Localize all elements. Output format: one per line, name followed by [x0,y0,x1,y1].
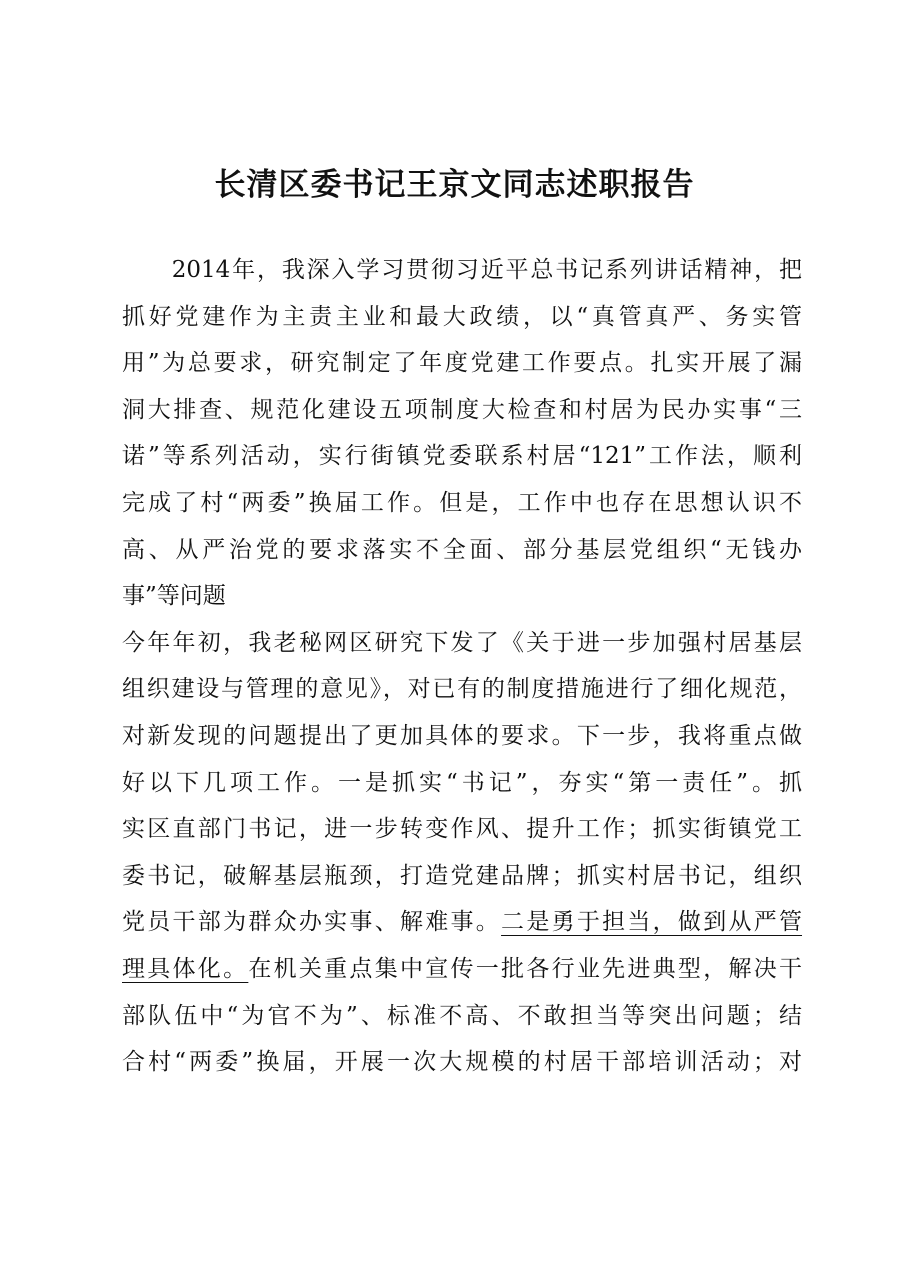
document-body [122,247,802,1086]
paragraph1-line: 事”等问题 [122,583,226,610]
paragraph1-line: 洞大排查、规范化建设五项制度大检查和村居为民办实事“三 [122,396,802,423]
paragraph1-line: 高、从严治党的要求落实不全面、部分基层党组织“无钱办 [122,536,802,563]
paragraph2-line: 对新发现的问题提出了更加具体的要求。下一步，我将重点做 [122,722,802,749]
paragraph1-line: 抓好党建作为主责主业和最大政绩，以“真管真严、务实管 [122,303,802,330]
underlined-text: 二是勇于担当，做到从严管 [501,909,803,936]
paragraph2-line: 部队伍中“为官不为”、标准不高、不敢担当等突出问题；结 [122,1002,802,1029]
paragraph1-line: 2014年，我深入学习贯彻习近平总书记系列讲话精神，把 [122,257,802,283]
paragraph1-line: 诺”等系列活动，实行街镇党委联系村居“121”工作法，顺利 [122,443,802,470]
paragraph2-line: 实区直部门书记，进一步转变作风、提升工作；抓实街镇党工 [122,816,802,843]
plain-text: 党员干部为群众办实事、解难事。 [122,909,502,936]
paragraph2-line: 委书记，破解基层瓶颈，打造党建品牌；抓实村居书记，组织 [122,862,802,889]
paragraph1-line: 用”为总要求，研究制定了年度党建工作要点。扎实开展了漏 [122,350,802,377]
underlined-text: 理具体化。 [122,955,249,982]
paragraph2-line-mixed [122,946,802,993]
paragraph2-line: 今年年初，我老秘网区研究下发了《关于进一步加强村居基层 [122,629,802,656]
paragraph2-line: 合村“两委”换届，开展一次大规模的村居干部培训活动；对 [122,1049,802,1076]
paragraph2-line: 好以下几项工作。一是抓实“书记”，夯实“第一责任”。抓 [122,769,802,796]
paragraph1-line: 完成了村“两委”换届工作。但是，工作中也存在思想认识不 [122,489,802,516]
plain-text: 在机关重点集中宣传一批各行业先进典型，解决干 [248,955,803,982]
document-title: 长清区委书记王京文同志述职报告 [214,167,695,203]
paragraph2-line-mixed [122,899,802,946]
paragraph2-line: 组织建设与管理的意见》，对已有的制度措施进行了细化规范， [122,676,802,703]
